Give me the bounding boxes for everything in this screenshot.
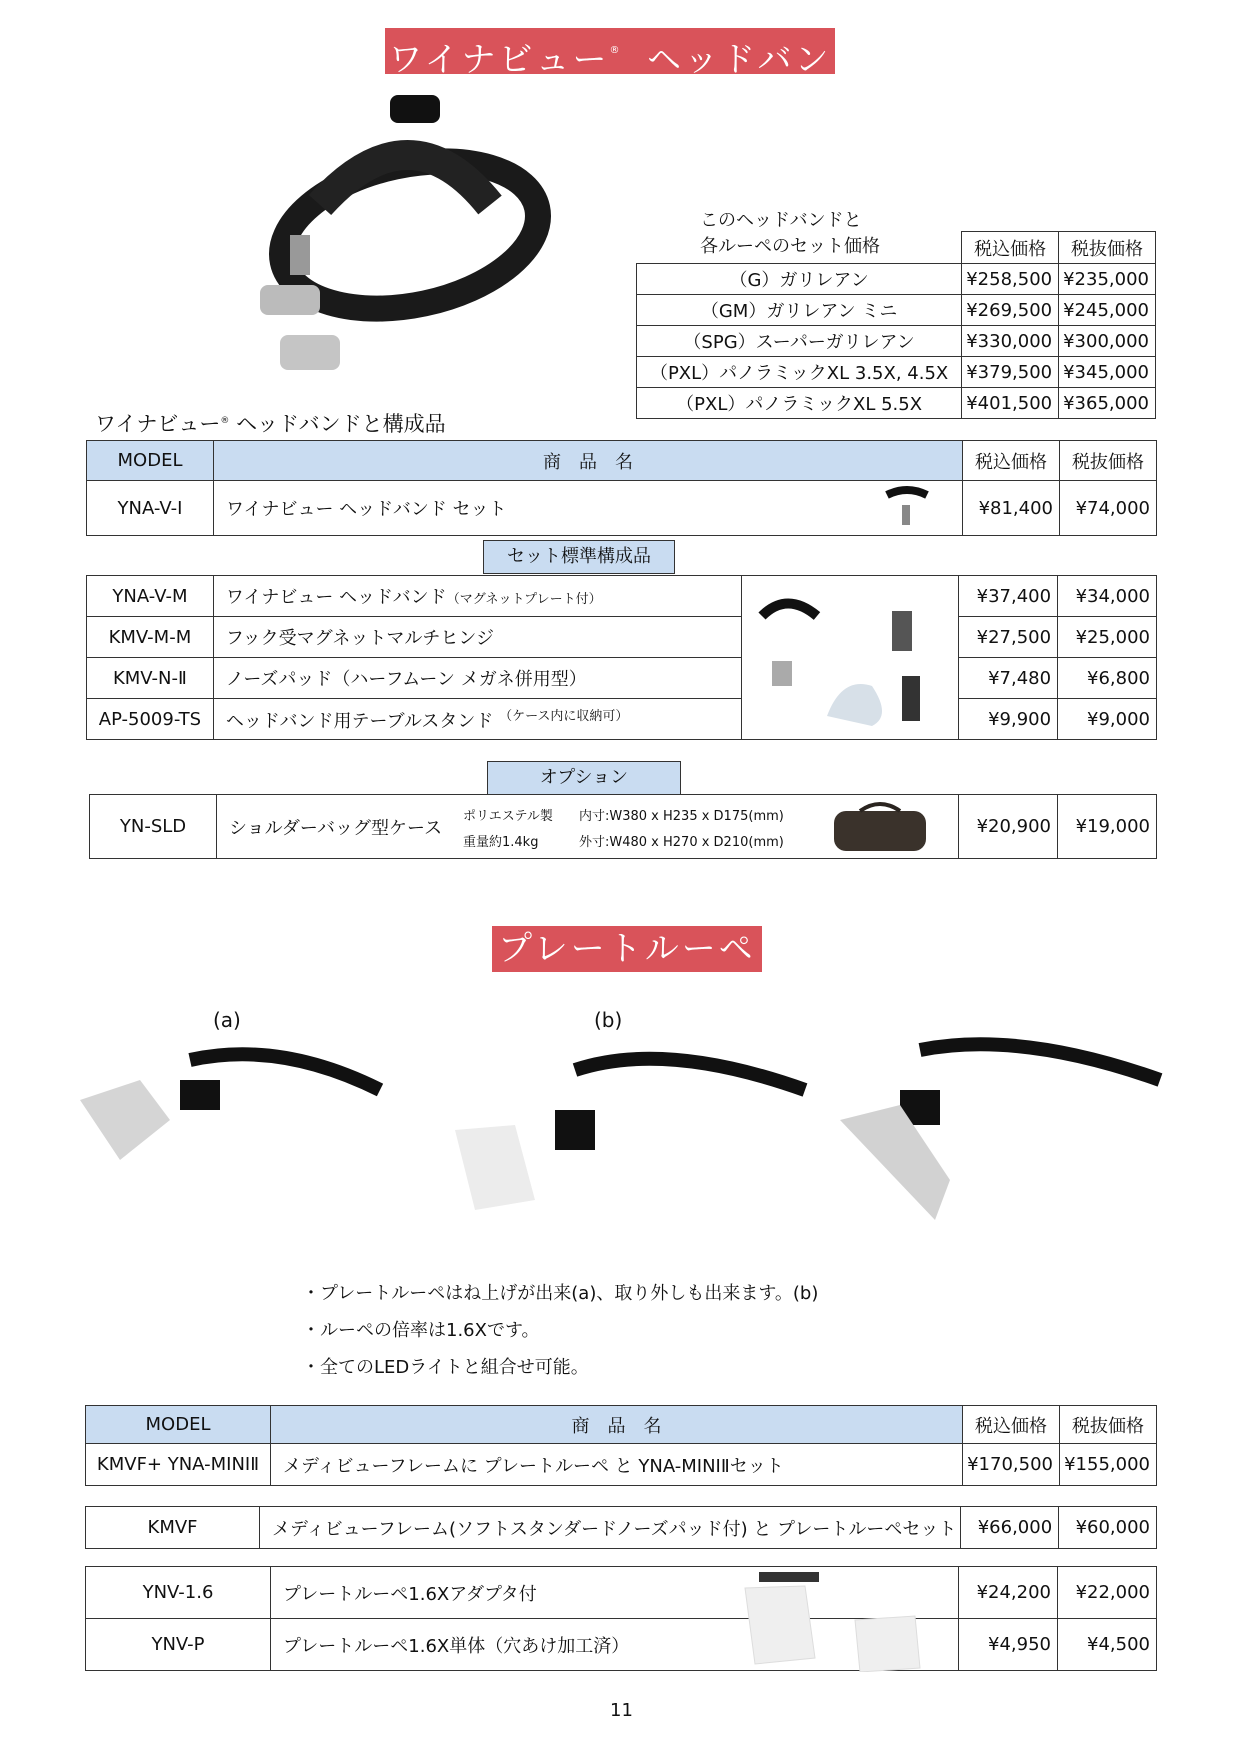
outer-size: 外寸:W480 x H270 x D210(mm) bbox=[579, 835, 784, 850]
table-row bbox=[637, 357, 1156, 388]
product-name: メディビューフレーム(ソフトスタンダードノーズパッド付) と プレートルーペセット bbox=[260, 1507, 961, 1549]
table-row bbox=[86, 1619, 1157, 1671]
plate-set-table bbox=[85, 1405, 1157, 1486]
table-row bbox=[637, 264, 1156, 295]
set-price-table bbox=[636, 231, 1156, 419]
loupe-photo-b bbox=[445, 1030, 815, 1210]
model: AP-5009-TS bbox=[87, 699, 214, 740]
model: YNA-V-M bbox=[87, 576, 214, 617]
product-name: ノーズパッド（ハーフムーン メガネ併用型） bbox=[213, 658, 741, 699]
product-name-text: プレートルーペ1.6Xアダプタ付 bbox=[283, 1583, 537, 1605]
product-name bbox=[213, 699, 741, 740]
col-name: 商 品 名 bbox=[271, 1406, 963, 1444]
option-label: オプション bbox=[487, 761, 681, 795]
heading-suffix: ヘッドバンドと構成品 bbox=[236, 412, 446, 436]
model: YN-SLD bbox=[90, 795, 217, 859]
table-row bbox=[87, 658, 1157, 699]
set-name: （GM）ガリレアン ミニ bbox=[637, 295, 962, 326]
kmvf-table bbox=[85, 1506, 1157, 1549]
plate-loupe-banner: プレートルーペ bbox=[492, 926, 762, 972]
col-tax-in: 税込価格 bbox=[963, 441, 1060, 481]
loupe-photo-c bbox=[840, 1030, 1170, 1220]
product-note: （マグネットプレート付） bbox=[446, 592, 602, 607]
price-tax-in: ¥258,500 bbox=[962, 264, 1059, 295]
set-name: （PXL）パノラミックXL 5.5X bbox=[637, 388, 962, 419]
price-tax-ex: ¥4,500 bbox=[1058, 1619, 1157, 1671]
set-name: （SPG）スーパーガリレアン bbox=[637, 326, 962, 357]
price-tax-ex: ¥9,000 bbox=[1058, 699, 1157, 740]
col-tax-in: 税込価格 bbox=[963, 1406, 1060, 1444]
standard-components-label: セット標準構成品 bbox=[483, 540, 675, 574]
price-tax-in: ¥24,200 bbox=[959, 1567, 1058, 1619]
price-tax-ex: ¥19,000 bbox=[1058, 795, 1157, 859]
price-tax-in: ¥81,400 bbox=[963, 481, 1060, 536]
model: KMVF+ YNA-MINIⅡ bbox=[86, 1444, 271, 1486]
headband-banner bbox=[385, 28, 835, 126]
product-note: （ケース内に収納可） bbox=[499, 709, 629, 724]
table-row bbox=[87, 576, 1157, 617]
bullet-list bbox=[302, 1275, 818, 1386]
table-row bbox=[637, 295, 1156, 326]
product-name-text: ワイナビュー ヘッドバンド bbox=[225, 587, 447, 608]
loupe-photo-a bbox=[80, 1030, 420, 1200]
caption-line1: このヘッドバンドと bbox=[700, 210, 862, 231]
price-tax-ex: ¥345,000 bbox=[1059, 357, 1156, 388]
price-tax-ex: ¥34,000 bbox=[1058, 576, 1157, 617]
heading-text: ワイナビュー bbox=[95, 412, 221, 436]
col-model: MODEL bbox=[87, 441, 214, 481]
components-table bbox=[86, 575, 1157, 740]
headband-thumbnail bbox=[882, 485, 932, 531]
page-number: 11 bbox=[610, 1700, 633, 1721]
table-row bbox=[86, 1567, 1157, 1619]
model: YNV-1.6 bbox=[86, 1567, 271, 1619]
bullet-item: ・全てのLEDライトと組合せ可能。 bbox=[302, 1357, 589, 1378]
price-tax-in: ¥27,500 bbox=[959, 617, 1058, 658]
product-name: メディビューフレームに プレートルーペ と YNA-MINIⅡセット bbox=[271, 1444, 963, 1486]
material: ポリエステル製 bbox=[463, 809, 553, 824]
table-row bbox=[87, 699, 1157, 740]
banner-title: ワイナビュー bbox=[388, 40, 610, 80]
price-tax-in: ¥330,000 bbox=[962, 326, 1059, 357]
inner-size: 内寸:W380 x H235 x D175(mm) bbox=[579, 809, 784, 824]
table-row bbox=[90, 795, 1157, 859]
col-tax-ex: 税抜価格 bbox=[1060, 1406, 1157, 1444]
col-tax-in: 税込価格 bbox=[962, 232, 1059, 264]
price-tax-in: ¥20,900 bbox=[959, 795, 1058, 859]
price-tax-in: ¥37,400 bbox=[959, 576, 1058, 617]
components-heading bbox=[95, 408, 446, 438]
price-tax-ex: ¥60,000 bbox=[1059, 1507, 1157, 1549]
price-tax-ex: ¥235,000 bbox=[1059, 264, 1156, 295]
registered-mark: ® bbox=[609, 45, 620, 56]
set-name: （PXL）パノラミックXL 3.5X, 4.5X bbox=[637, 357, 962, 388]
table-row bbox=[637, 326, 1156, 357]
price-tax-in: ¥7,480 bbox=[959, 658, 1058, 699]
product-name-text: ワイナビュー ヘッドバンド セット bbox=[226, 499, 507, 520]
product-name-text: ショルダーバッグ型ケース bbox=[229, 817, 443, 839]
bullet-item: ・プレートルーペはね上げが出来(a)、取り外しも出来ます。(b) bbox=[302, 1283, 819, 1304]
headband-table bbox=[86, 440, 1157, 536]
price-tax-ex: ¥74,000 bbox=[1060, 481, 1157, 536]
price-tax-ex: ¥22,000 bbox=[1058, 1567, 1157, 1619]
price-tax-ex: ¥245,000 bbox=[1059, 295, 1156, 326]
product-name bbox=[217, 795, 959, 859]
registered-mark: ® bbox=[220, 416, 230, 426]
price-tax-ex: ¥155,000 bbox=[1060, 1444, 1157, 1486]
price-tax-in: ¥401,500 bbox=[962, 388, 1059, 419]
price-tax-in: ¥269,500 bbox=[962, 295, 1059, 326]
headband-image bbox=[250, 85, 560, 385]
product-name bbox=[213, 576, 741, 617]
model: KMVF bbox=[86, 1507, 260, 1549]
price-tax-ex: ¥300,000 bbox=[1059, 326, 1156, 357]
components-image bbox=[742, 576, 952, 736]
price-tax-ex: ¥365,000 bbox=[1059, 388, 1156, 419]
table-row bbox=[637, 388, 1156, 419]
price-tax-in: ¥4,950 bbox=[959, 1619, 1058, 1671]
bag-image bbox=[830, 801, 930, 853]
col-tax-ex: 税抜価格 bbox=[1059, 232, 1156, 264]
caption-line2: 各ルーペのセット価格 bbox=[700, 236, 880, 257]
product-name: プレートルーペ1.6X単体（穴あけ加工済） bbox=[271, 1619, 959, 1671]
banner-suffix: ヘッドバンド bbox=[591, 40, 832, 126]
weight: 重量約1.4kg bbox=[463, 835, 539, 850]
price-tax-ex: ¥25,000 bbox=[1058, 617, 1157, 658]
set-name: （G）ガリレアン bbox=[637, 264, 962, 295]
table-row bbox=[87, 481, 1157, 536]
table-row bbox=[86, 1507, 1157, 1549]
option-table bbox=[89, 794, 1157, 859]
model: YNV-P bbox=[86, 1619, 271, 1671]
price-tax-in: ¥170,500 bbox=[963, 1444, 1060, 1486]
plate-loupe-image bbox=[735, 1568, 945, 1672]
bullet-item: ・ルーペの倍率は1.6Xです。 bbox=[302, 1320, 540, 1341]
col-tax-ex: 税抜価格 bbox=[1060, 441, 1157, 481]
product-name bbox=[214, 481, 963, 536]
table-row bbox=[87, 617, 1157, 658]
price-tax-in: ¥9,900 bbox=[959, 699, 1058, 740]
price-tax-in: ¥66,000 bbox=[961, 1507, 1059, 1549]
table-row bbox=[86, 1444, 1157, 1486]
col-name: 商 品 名 bbox=[214, 441, 963, 481]
price-tax-in: ¥379,500 bbox=[962, 357, 1059, 388]
photo-label-a: (a) bbox=[213, 1008, 241, 1032]
model: KMV-N-Ⅱ bbox=[87, 658, 214, 699]
product-name: フック受マグネットマルチヒンジ bbox=[213, 617, 741, 658]
photo-label-b: (b) bbox=[594, 1008, 623, 1032]
product-name-text: ヘッドバンド用テーブルスタンド bbox=[225, 711, 494, 732]
plate-loupe-table bbox=[85, 1566, 1157, 1671]
model: YNA-V-Ⅰ bbox=[87, 481, 214, 536]
price-tax-ex: ¥6,800 bbox=[1058, 658, 1157, 699]
model: KMV-M-M bbox=[87, 617, 214, 658]
components-image-cell bbox=[741, 576, 958, 740]
col-model: MODEL bbox=[86, 1406, 271, 1444]
